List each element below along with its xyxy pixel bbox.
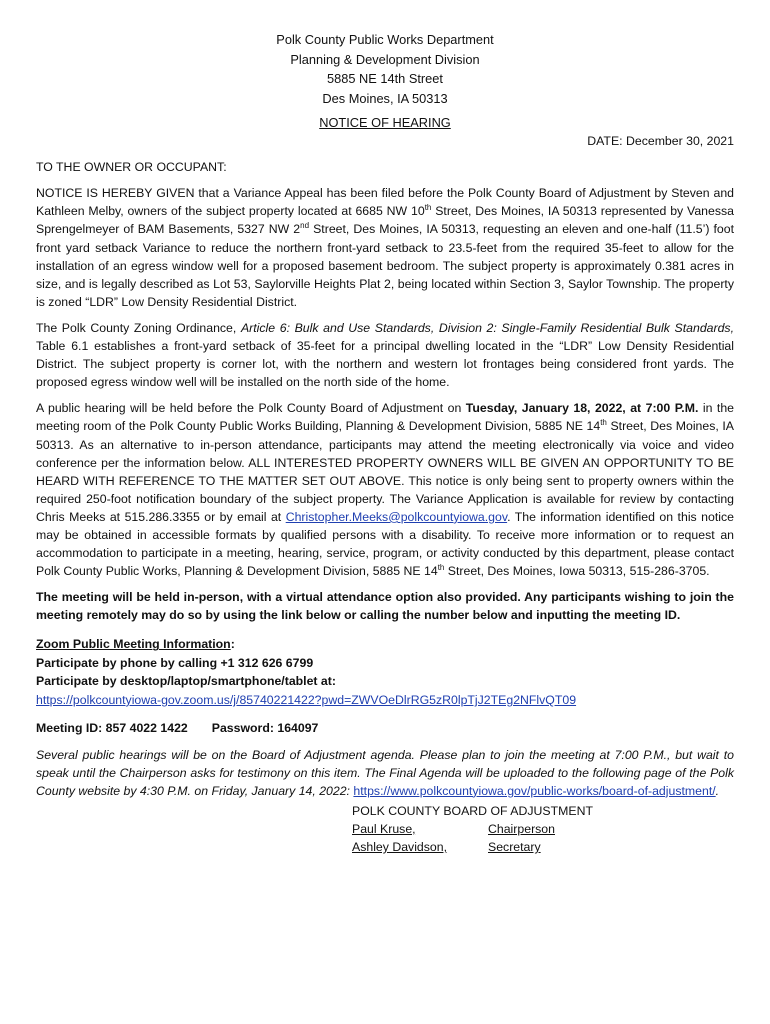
meeting-credentials xyxy=(36,719,734,737)
board-member-row xyxy=(352,838,734,856)
member-name: Paul Kruse, xyxy=(352,821,416,836)
agenda-link[interactable]: https://www.polkcountyiowa.gov/public-works/board-of-adjustment/ xyxy=(353,783,716,798)
paragraph-zoning: The Polk County Zoning Ordinance, Article 6: Bulk and Use Standards, Division 2: Single-Family Residential Bulk Standards, Table 6.1 establishes a front-yard setback of 35-feet for a principal dwelling located in the “LDR” Low Density Residential District. The subject property is corner lot, with the northern and western lot frontages being considered front yards. The proposed egress window well will be installed on the north side of the home. xyxy=(36,320,734,390)
notice-date: DATE: December 30, 2021 xyxy=(587,134,734,149)
paragraph-hearing: A public hearing will be held before the Polk County Board of Adjustment on Tuesday, January 18, 2022, at 7:00 P.M. in the meeting room of the Polk County Public Works Building, Planning & Development Division, 5885 NE 14th Street, Des Moines, IA 50313. As an alternative to in-person attendance, participants may attend the meeting electronically via voice and video conference per the information below. ALL INTERESTED PROPERTY OWNERS WILL BE GIVEN AN OPPORTUNITY TO BE HEARD WITH REFERENCE TO THE MATTER SET OUT ABOVE. This notice is only being sent to property owners within the required 250-foot notification boundary of the subject property. The Variance Application is available for review by contacting Chris Meeks at 515.286.3355 or by email at Christopher.Meeks@polkcountyiowa.gov. The information identified on this notice may be obtained in accessible formats by qualified persons with a disability. To receive more information or to request an accommodation to participate in a meeting, hearing, service, program, or activity conducted by this department, please contact Polk County Public Works, Planning & Development Division, 5885 NE 14th Street, Des Moines, Iowa 50313, 515-286-3705. xyxy=(36,401,735,579)
member-name: Ashley Davidson, xyxy=(352,840,448,854)
meeting-id: Meeting ID: 857 4022 1422 xyxy=(36,721,188,736)
board-title: POLK COUNTY BOARD OF ADJUSTMENT xyxy=(352,803,593,818)
board-member-row xyxy=(352,820,734,838)
member-role: Secretary xyxy=(488,840,541,854)
street-address: 5885 NE 14th Street xyxy=(327,71,443,86)
board-signature xyxy=(352,802,734,856)
department-name: Polk County Public Works Department xyxy=(276,32,494,47)
zoom-heading: Zoom Public Meeting Information xyxy=(36,637,231,652)
city-state-zip: Des Moines, IA 50313 xyxy=(322,90,448,106)
zoom-link[interactable]: https://polkcountyiowa-gov.zoom.us/j/85740221422?pwd=ZWVOeDlrRG5zR0lpTjJ2TEg2NFlvQT09 xyxy=(36,692,577,707)
member-role: Chairperson xyxy=(488,821,555,836)
letterhead xyxy=(36,30,734,108)
email-link[interactable]: Christopher.Meeks@polkcountyiowa.gov xyxy=(285,509,508,524)
meeting-password: Password: 164097 xyxy=(211,721,319,736)
paragraph-virtual-option: The meeting will be held in-person, with a virtual attendance option also provided. Any participants wishing to join the meeting remotely may do so by using the link below or calling the number below and inputting the meeting ID. xyxy=(36,590,734,623)
paragraph-agenda: Several public hearings will be on the Board of Adjustment agenda. Please plan to join the meeting at 7:00 P.M., but wait to speak until the Chairperson asks for testimony on this item. The Final Agenda will be uploaded to the following page of the Polk County website by 4:30 P.M. on Friday, January 14, 2022: https://www.polkcountyiowa.gov/public-works/board-of-adjustment/. xyxy=(36,747,734,798)
paragraph-notice: NOTICE IS HEREBY GIVEN that a Variance Appeal has been filed before the Polk County Board of Adjustment by Steven and Kathleen Melby, owners of the subject property located at 6685 NW 10th Street, Des Moines, IA 50313 represented by Vanessa Sprengelmeyer of BAM Basements, 5327 NW 2nd Street, Des Moines, IA 50313, requesting an eleven and one-half (11.5’) foot front yard setback Variance to reduce the northern front-yard setback to 23.5-feet from the required 35-feet to allow for the installation of an egress window well for a proposed basement bedroom. The subject property is approximately 0.381 acres in size, and is legally described as Lot 53, Saylorville Heights Plat 2, being located within Section 3, Saylor Township. The property is zoned “LDR” Low Density Residential District. xyxy=(36,186,734,309)
notice-title: NOTICE OF HEARING xyxy=(319,115,451,130)
division-name: Planning & Development Division xyxy=(290,51,480,67)
salutation: TO THE OWNER OR OCCUPANT: xyxy=(36,160,227,175)
zoom-phone: Participate by phone by calling +1 312 626 6799 xyxy=(36,655,314,670)
notice-document xyxy=(36,30,734,856)
zoom-info: Zoom Public Meeting Information: Participate by phone by calling +1 312 626 6799 Participate by desktop/laptop/smartphone/tablet at: https://polkcountyiowa-gov.zoom.us/j/85740221422?pwd=ZWVOeDlrRG5zR0lpTjJ2TEg2NFlvQT09 xyxy=(36,635,734,709)
zoom-desktop: Participate by desktop/laptop/smartphone/tablet at: xyxy=(36,674,336,689)
